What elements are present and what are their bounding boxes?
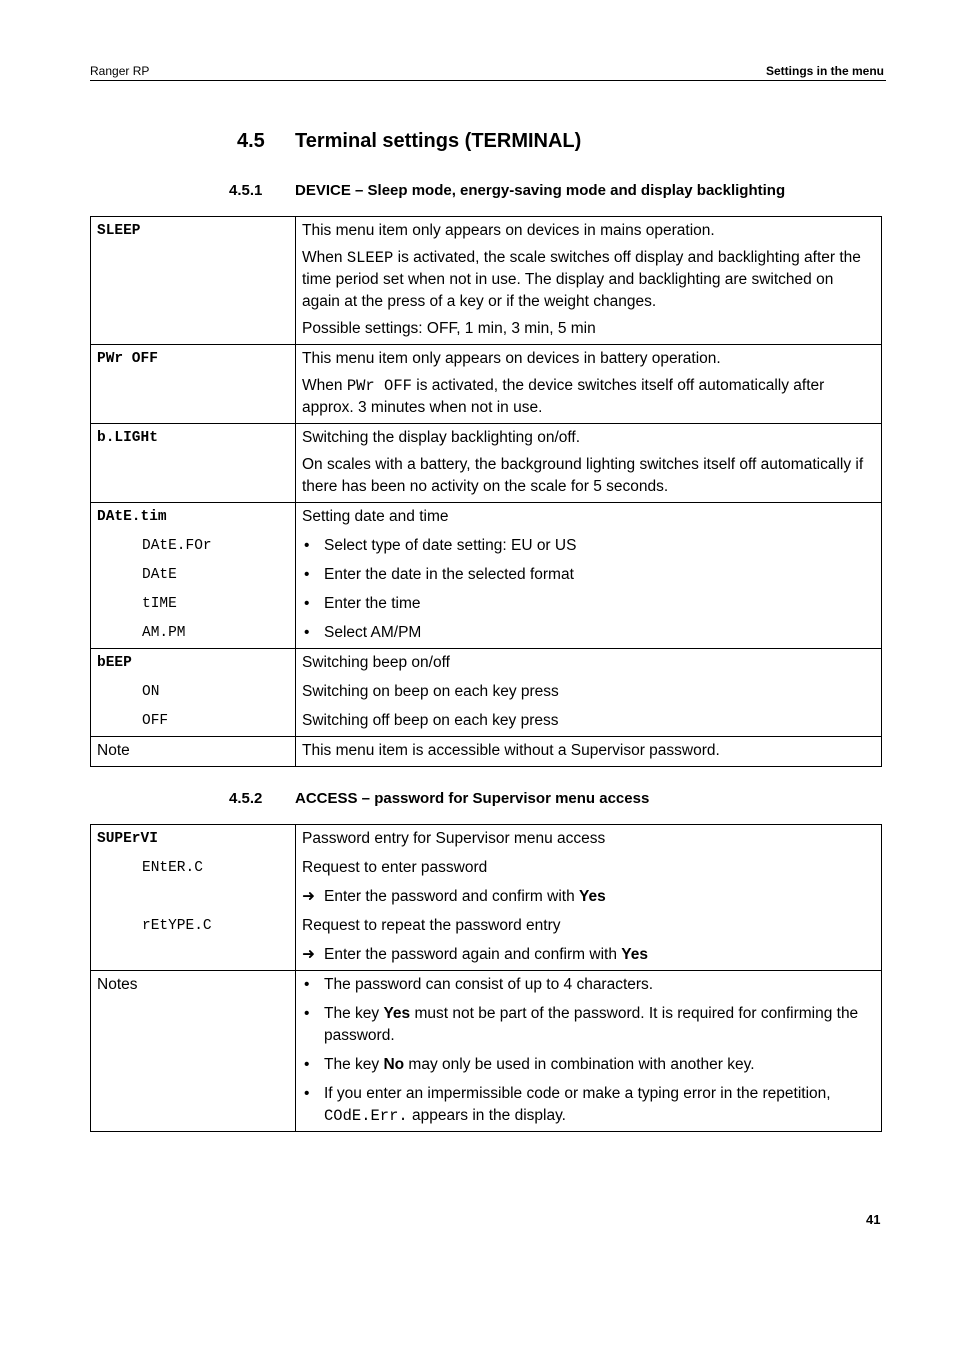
subsection-title: ACCESS – password for Supervisor menu access	[295, 790, 650, 807]
list-item: • Select AM/PM	[302, 622, 875, 644]
retype-code-desc: Request to repeat the password entry	[302, 917, 561, 934]
light-desc-2: On scales with a battery, the background lighting switches itself off automatically if there has been no activity on the scale for 5 seconds.	[302, 456, 864, 495]
access-settings-table	[90, 824, 882, 1132]
list-item: • Enter the time	[302, 593, 875, 615]
submenu-time: tIME	[142, 596, 177, 612]
table-row-note	[91, 737, 882, 767]
table-row-beep	[91, 649, 882, 737]
arrow-right-icon: ➜	[302, 888, 315, 905]
header-divider	[90, 80, 886, 81]
beep-off-desc: Switching off beep on each key press	[302, 712, 559, 729]
menu-key-date-time: DAtE.tim	[97, 509, 167, 525]
note-text: This menu item is accessible without a Supervisor password.	[302, 742, 720, 759]
menu-key-sleep: SLEEP	[97, 223, 141, 239]
enter-code-instruction: ➜ Enter the password and confirm with Yes	[302, 886, 875, 908]
list-item: • The key No may only be used in combination with another key.	[302, 1054, 875, 1076]
bullet-icon: •	[304, 566, 310, 583]
supervisor-desc-1: Password entry for Supervisor menu access	[302, 830, 606, 847]
bullet-icon: •	[304, 1005, 310, 1022]
list-item: • The password can consist of up to 4 characters.	[302, 974, 875, 996]
section-title: Terminal settings (TERMINAL)	[295, 130, 582, 152]
retype-code-instruction: ➜ Enter the password again and confirm with Yes	[302, 944, 875, 966]
list-item: • Enter the date in the selected format	[302, 564, 875, 586]
table-row-pwr-off	[91, 345, 882, 424]
subsection-number: 4.5.1	[229, 182, 263, 199]
table-row-sleep	[91, 217, 882, 345]
code-pwr-off: PWr OFF	[346, 377, 412, 395]
table-row-date-time	[91, 503, 882, 649]
enter-code-desc: Request to enter password	[302, 859, 488, 876]
notes-label: Notes	[97, 976, 138, 993]
beep-desc-1: Switching beep on/off	[302, 654, 450, 671]
sleep-desc-1: This menu item only appears on devices in mains operation.	[302, 222, 715, 239]
menu-key-pwr-off: PWr OFF	[97, 351, 158, 367]
submenu-beep-on: ON	[142, 684, 160, 700]
code-sleep: SLEEP	[346, 249, 394, 267]
submenu-retype-code: rEtYPE.C	[142, 918, 212, 934]
bullet-icon: •	[304, 624, 310, 641]
section-number: 4.5	[237, 130, 265, 152]
page-number: 41	[866, 1212, 881, 1227]
header-doc-title: Ranger RP	[90, 64, 150, 78]
bullet-icon: •	[304, 1085, 310, 1102]
submenu-beep-off: OFF	[142, 713, 169, 729]
bullet-icon: •	[304, 595, 310, 612]
note-label: Note	[97, 742, 130, 759]
beep-on-desc: Switching on beep on each key press	[302, 683, 559, 700]
code-error: COdE.Err.	[324, 1107, 408, 1125]
arrow-right-icon: ➜	[302, 946, 315, 963]
submenu-am-pm: AM.PM	[142, 625, 186, 641]
header-section-title: Settings in the menu	[765, 64, 884, 78]
table-row-supervisor	[91, 825, 882, 971]
pwr-desc-2: When PWr OFF is activated, the device switches itself off automatically after approx. 3 minutes when not in use.	[302, 377, 825, 416]
submenu-date-format: DAtE.FOr	[142, 538, 212, 554]
menu-key-supervisor: SUPErVI	[97, 831, 158, 847]
subsection-title: DEVICE – Sleep mode, energy-saving mode and display backlighting	[295, 182, 786, 199]
bullet-icon: •	[304, 1056, 310, 1073]
date-desc-1: Setting date and time	[302, 508, 449, 525]
menu-key-backlight: b.LIGHt	[97, 430, 158, 446]
bullet-icon: •	[304, 976, 310, 993]
light-desc-1: Switching the display backlighting on/off.	[302, 429, 581, 446]
table-row-backlight	[91, 424, 882, 503]
submenu-date: DAtE	[142, 567, 177, 583]
menu-key-beep: bEEP	[97, 655, 132, 671]
list-item: • The key Yes must not be part of the password. It is required for confirming the password.	[304, 1005, 859, 1044]
table-row-notes	[91, 971, 882, 1132]
sleep-desc-3: Possible settings: OFF, 1 min, 3 min, 5 min	[302, 320, 596, 337]
subsection-number: 4.5.2	[229, 790, 263, 807]
device-settings-table	[90, 216, 882, 767]
bullet-icon: •	[304, 537, 310, 554]
pwr-desc-1: This menu item only appears on devices in battery operation.	[302, 350, 721, 367]
list-item: • If you enter an impermissible code or make a typing error in the repetition, COdE.Err. appears in the display.	[304, 1085, 831, 1125]
submenu-enter-code: ENtER.C	[142, 860, 203, 876]
list-item: • Select type of date setting: EU or US	[302, 535, 875, 557]
sleep-desc-2: When SLEEP is activated, the scale switches off display and backlighting after the time period set when not in use. The display and backlighting are switched on again at the press of a key or if the weight changes.	[302, 249, 861, 310]
